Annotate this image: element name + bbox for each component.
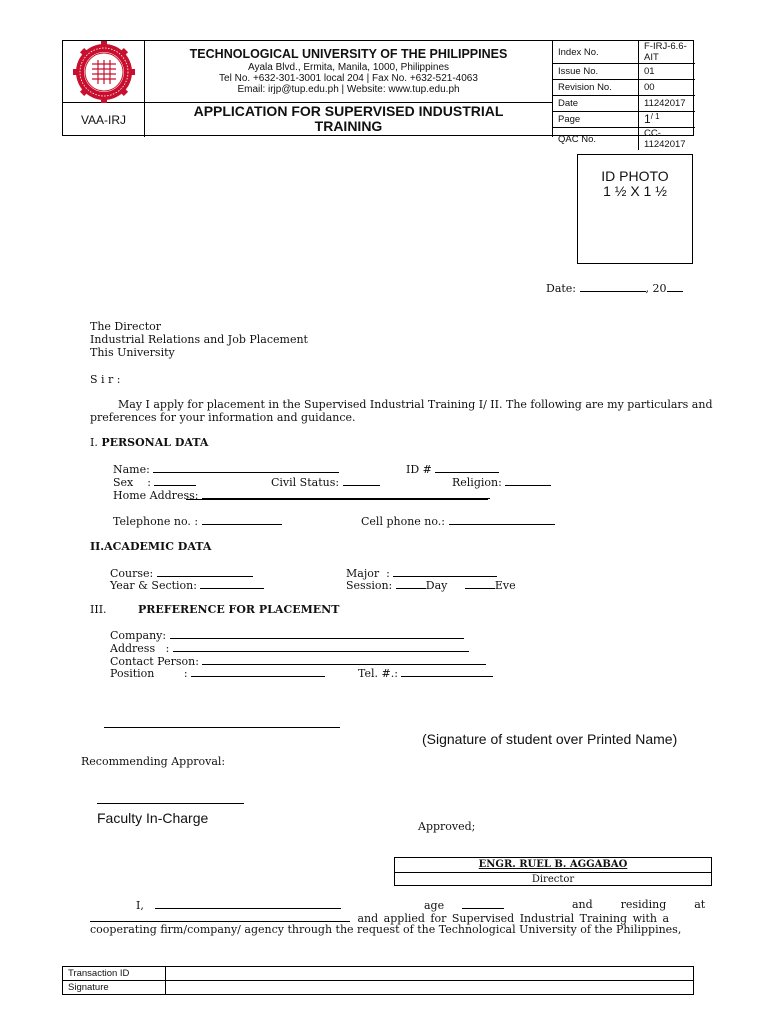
year-section-field[interactable]	[110, 578, 264, 592]
section-number: I.	[90, 436, 98, 449]
company-field[interactable]	[110, 628, 464, 642]
home-address-blank[interactable]	[202, 488, 490, 499]
id-photo-size: 1 ½ X 1 ½	[603, 183, 667, 199]
session-day-blank[interactable]	[396, 578, 426, 589]
transaction-table	[62, 966, 694, 995]
date-field[interactable]	[546, 281, 683, 295]
year-section-blank[interactable]	[200, 578, 264, 589]
university-email: Email: irjp@tup.edu.ph | Website: www.tup.edu.ph	[237, 84, 460, 95]
date-label: Date:	[546, 282, 577, 295]
position-label: Position	[110, 667, 155, 680]
document-meta-table	[553, 41, 695, 150]
meta-label: Issue No.	[553, 64, 639, 80]
company-address-field[interactable]	[110, 641, 469, 655]
sex-field[interactable]	[113, 475, 196, 489]
form-title-line1: APPLICATION FOR SUPERVISED INDUSTRIAL	[193, 103, 504, 119]
home-address-label: Home Address:	[113, 489, 199, 502]
signature-value[interactable]	[166, 981, 694, 995]
meta-label: QAC No.	[553, 128, 639, 151]
id-blank[interactable]	[435, 462, 499, 473]
major-blank[interactable]	[393, 566, 497, 577]
addressee-line: The Director	[90, 320, 161, 333]
meta-value: CC-11242017	[644, 128, 686, 150]
session-eve-label: Eve	[494, 579, 516, 592]
major-label: Major :	[346, 567, 390, 580]
declaration-i-label: I,	[136, 899, 144, 912]
addressee	[90, 320, 308, 359]
logo-cell	[63, 41, 145, 103]
salutation: S i r :	[90, 373, 121, 386]
meta-value: 11242017	[639, 96, 696, 112]
id-photo-label: ID PHOTO	[601, 168, 669, 184]
company-address-blank[interactable]	[173, 641, 469, 652]
director-name: ENGR. RUEL B. AGGABAO	[395, 858, 711, 873]
meta-value	[639, 112, 696, 128]
signature-label: Signature	[63, 981, 166, 995]
table-row	[63, 967, 694, 981]
company-address-label: Address :	[110, 642, 170, 655]
meta-row	[553, 80, 695, 96]
position-field[interactable]	[110, 666, 325, 680]
university-info	[145, 41, 553, 103]
section-placement-heading: PREFERENCE FOR PLACEMENT	[138, 603, 340, 616]
session-field[interactable]	[346, 578, 516, 592]
civil-status-field[interactable]	[271, 475, 380, 489]
civil-status-blank[interactable]	[343, 475, 380, 486]
date-year-prefix: , 20	[645, 282, 667, 295]
telephone-label: Telephone no. :	[113, 515, 199, 528]
contact-person-label: Contact Person:	[110, 655, 199, 668]
section-placement-num: III.	[90, 603, 107, 616]
form-title	[145, 103, 553, 137]
meta-label: Revision No.	[553, 80, 639, 96]
university-seal-icon	[63, 41, 145, 103]
faculty-in-charge-label: Faculty In-Charge	[97, 810, 209, 826]
declaration-age[interactable]	[424, 898, 504, 912]
body-line2: preferences for your information and guidance.	[90, 411, 356, 424]
name-blank[interactable]	[153, 462, 339, 473]
meta-label: Page	[553, 112, 639, 128]
company-tel-field[interactable]	[358, 666, 493, 680]
contact-person-blank[interactable]	[202, 654, 486, 665]
transaction-id-value[interactable]	[166, 967, 694, 981]
faculty-signature-line[interactable]	[97, 803, 244, 804]
company-blank[interactable]	[170, 628, 464, 639]
form-title-line2: TRAINING	[314, 118, 383, 134]
id-field[interactable]	[406, 462, 499, 476]
body-line1: May I apply for placement in the Supervised Industrial Training I/ II. The following are my particulars and	[118, 398, 713, 411]
declarant-name-blank[interactable]	[155, 898, 341, 909]
id-label: ID #	[406, 463, 432, 476]
page-total: / 1	[650, 112, 660, 122]
course-label: Course:	[110, 567, 154, 580]
home-address-blank-2[interactable]	[186, 499, 488, 500]
student-signature-line[interactable]	[104, 727, 340, 728]
addressee-line: This University	[90, 346, 175, 359]
meta-label: Date	[553, 96, 639, 112]
religion-blank[interactable]	[505, 475, 551, 486]
meta-value: 01	[639, 64, 696, 80]
table-row	[63, 981, 694, 995]
year-section-label: Year & Section:	[110, 579, 197, 592]
section-academic-heading: II.ACADEMIC DATA	[90, 540, 212, 553]
company-tel-label: Tel. #.:	[358, 667, 398, 680]
name-field[interactable]	[113, 462, 339, 476]
university-address: Ayala Blvd., Ermita, Manila, 1000, Philippines	[247, 62, 450, 73]
university-name: TECHNOLOGICAL UNIVERSITY OF THE PHILIPPINES	[189, 47, 508, 61]
position-blank[interactable]	[191, 666, 325, 677]
year-blank[interactable]	[667, 281, 683, 292]
declaration-i[interactable]	[136, 898, 341, 912]
age-blank[interactable]	[462, 898, 504, 909]
director-box	[394, 857, 712, 886]
cellphone-blank[interactable]	[449, 514, 555, 525]
meta-row	[553, 41, 695, 64]
approved-label: Approved;	[418, 820, 476, 833]
recommending-approval: Recommending Approval:	[81, 755, 226, 768]
meta-value: 00	[639, 80, 696, 96]
date-blank[interactable]	[580, 281, 646, 292]
residing-at-label: and residing at	[572, 898, 706, 911]
sex-label: Sex :	[113, 476, 151, 489]
meta-label: Index No.	[553, 41, 639, 64]
cellphone-label: Cell phone no.:	[361, 515, 446, 528]
residence-blank[interactable]	[90, 911, 350, 922]
declaration-line3: cooperating firm/company/ agency through the request of the Technological University of the Philippines,	[90, 923, 682, 936]
section-personal-heading	[90, 436, 208, 449]
company-label: Company:	[110, 629, 167, 642]
declaration-line2-text: and applied for Supervised Industrial Training with a	[357, 912, 670, 925]
position-colon: :	[183, 667, 188, 680]
telephone-blank[interactable]	[202, 514, 282, 525]
session-label: Session:	[346, 579, 393, 592]
university-tel: Tel No. +632-301-3001 local 204 | Fax No. +632-521-4063	[219, 73, 478, 84]
form-header	[62, 40, 694, 150]
cellphone-field[interactable]	[361, 514, 555, 528]
meta-row	[553, 96, 695, 112]
student-signature-caption: (Signature of student over Printed Name)	[422, 731, 678, 747]
civil-status-label: Civil Status:	[271, 476, 340, 489]
meta-row	[553, 128, 695, 151]
meta-row	[553, 112, 695, 128]
id-photo-box[interactable]	[577, 154, 693, 264]
session-eve-blank[interactable]	[465, 578, 495, 589]
director-title: Director	[531, 874, 575, 885]
addressee-line: Industrial Relations and Job Placement	[90, 333, 308, 346]
sex-blank[interactable]	[154, 475, 196, 486]
company-tel-blank[interactable]	[401, 666, 493, 677]
meta-value: F-IRJ-6.6-AIT	[639, 41, 696, 64]
telephone-field[interactable]	[113, 514, 282, 528]
name-label: Name:	[113, 463, 150, 476]
age-label: age	[424, 899, 445, 912]
religion-label: Religion:	[452, 476, 502, 489]
page-number: 1	[644, 112, 651, 127]
religion-field[interactable]	[452, 475, 551, 489]
transaction-id-label: Transaction ID	[63, 967, 166, 981]
section-title: PERSONAL DATA	[101, 436, 209, 449]
form-code: VAA-IRJ	[63, 103, 145, 137]
meta-row	[553, 64, 695, 80]
session-day-label: Day	[425, 579, 448, 592]
course-blank[interactable]	[157, 566, 253, 577]
